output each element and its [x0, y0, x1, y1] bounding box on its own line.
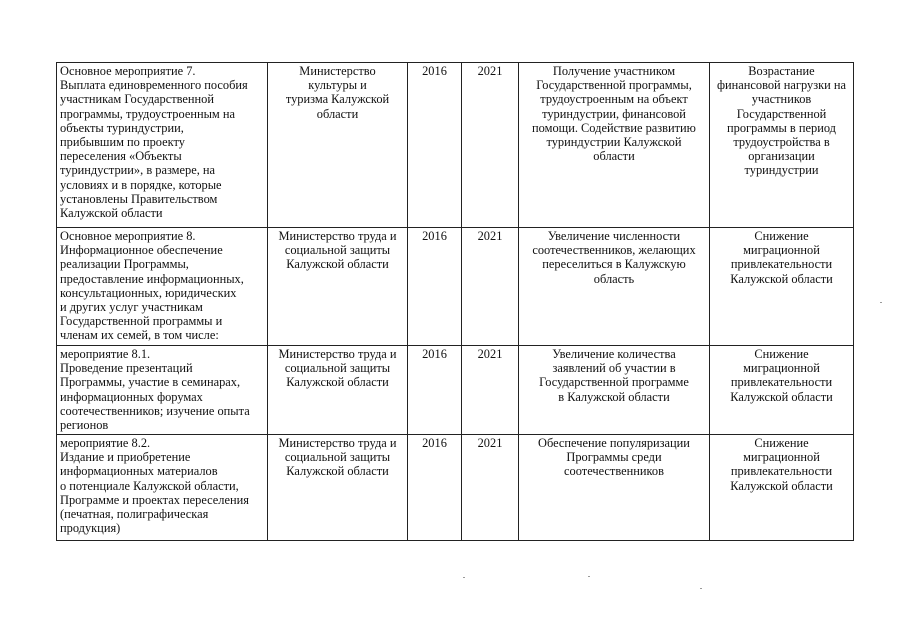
table-row [57, 346, 854, 435]
measure-name: мероприятие 8.2. Издание и приобретение информационных материалов о потенциале Калужской области, Программе и проектах переселения (печатная, полиграфическая продукция) [60, 436, 249, 536]
non-implementation-effect: Снижение миграционной привлекательности Калужской области [730, 229, 833, 286]
scan-speck [880, 302, 882, 303]
expected-result-cell [519, 346, 710, 435]
executor: Министерство труда и социальной защиты Калужской области [278, 347, 397, 390]
executor: Министерство культуры и туризма Калужской области [285, 64, 390, 121]
end-year: 2021 [477, 64, 503, 78]
non-implementation-effect-cell [710, 228, 854, 346]
end-year-cell [462, 228, 519, 346]
start-year: 2016 [422, 436, 447, 450]
scan-speck [588, 576, 590, 577]
non-implementation-effect-cell [710, 346, 854, 435]
non-implementation-effect-cell [710, 435, 854, 541]
measure-name-cell [57, 63, 268, 228]
table-row [57, 63, 854, 228]
measure-name-cell [57, 346, 268, 435]
expected-result-cell [519, 63, 710, 228]
expected-result: Обеспечение популяризации Программы среди соотечественников [538, 436, 690, 479]
non-implementation-effect: Снижение миграционной привлекательности Калужской области [730, 347, 833, 404]
measure-name: Основное мероприятие 8. Информационное обеспечение реализации Программы, предоставление информационных, консультационных, юридических и других услуг участникам Государственной программы и членам их семей, в том числе: [60, 229, 244, 343]
scan-speck [700, 588, 702, 589]
expected-result-cell [519, 228, 710, 346]
end-year: 2021 [477, 347, 503, 361]
start-year-cell [408, 63, 462, 228]
measure-name-cell [57, 228, 268, 346]
non-implementation-effect: Снижение миграционной привлекательности Калужской области [730, 436, 833, 493]
non-implementation-effect: Возрастание финансовой нагрузки на участников Государственной программы в период трудоустройства в организации туриндустрии [716, 64, 847, 178]
measure-name-cell [57, 435, 268, 541]
expected-result: Увеличение количества заявлений об участии в Государственной программе в Калужской области [539, 347, 689, 404]
executor-cell [268, 228, 408, 346]
non-implementation-effect-cell [710, 63, 854, 228]
expected-result: Получение участником Государственной программы, трудоустроенным на объект туриндустрии, финансовой помощи. Содействие развитию туриндустрии Калужской области [532, 64, 696, 164]
end-year: 2021 [477, 229, 503, 243]
table-row [57, 228, 854, 346]
executor-cell [268, 435, 408, 541]
scan-speck [463, 577, 465, 578]
end-year-cell [462, 346, 519, 435]
expected-result: Увеличение численности соотечественников, желающих переселиться в Калужскую область [532, 229, 696, 286]
end-year-cell [462, 63, 519, 228]
start-year-cell [408, 228, 462, 346]
end-year: 2021 [477, 436, 503, 450]
executor-cell [268, 63, 408, 228]
start-year-cell [408, 346, 462, 435]
start-year-cell [408, 435, 462, 541]
executor-cell [268, 346, 408, 435]
measure-name: Основное мероприятие 7. Выплата единовременного пособия участникам Государственной программы, трудоустроенным на объекты туриндустрии, прибывшим по проекту переселения «Объекты туриндустрии», в размере, на условиях и в порядке, которые установлены Правительством Калужской области [60, 64, 248, 221]
start-year: 2016 [422, 229, 447, 243]
expected-result-cell [519, 435, 710, 541]
measure-name: мероприятие 8.1. Проведение презентаций Программы, участие в семинарах, информационных форумах соотечественников; изучение опыта регионов [60, 347, 250, 433]
executor: Министерство труда и социальной защиты Калужской области [278, 436, 397, 479]
executor: Министерство труда и социальной защиты Калужской области [278, 229, 397, 272]
table-row [57, 435, 854, 541]
end-year-cell [462, 435, 519, 541]
program-measures-table [56, 62, 854, 541]
start-year: 2016 [422, 64, 447, 78]
start-year: 2016 [422, 347, 447, 361]
